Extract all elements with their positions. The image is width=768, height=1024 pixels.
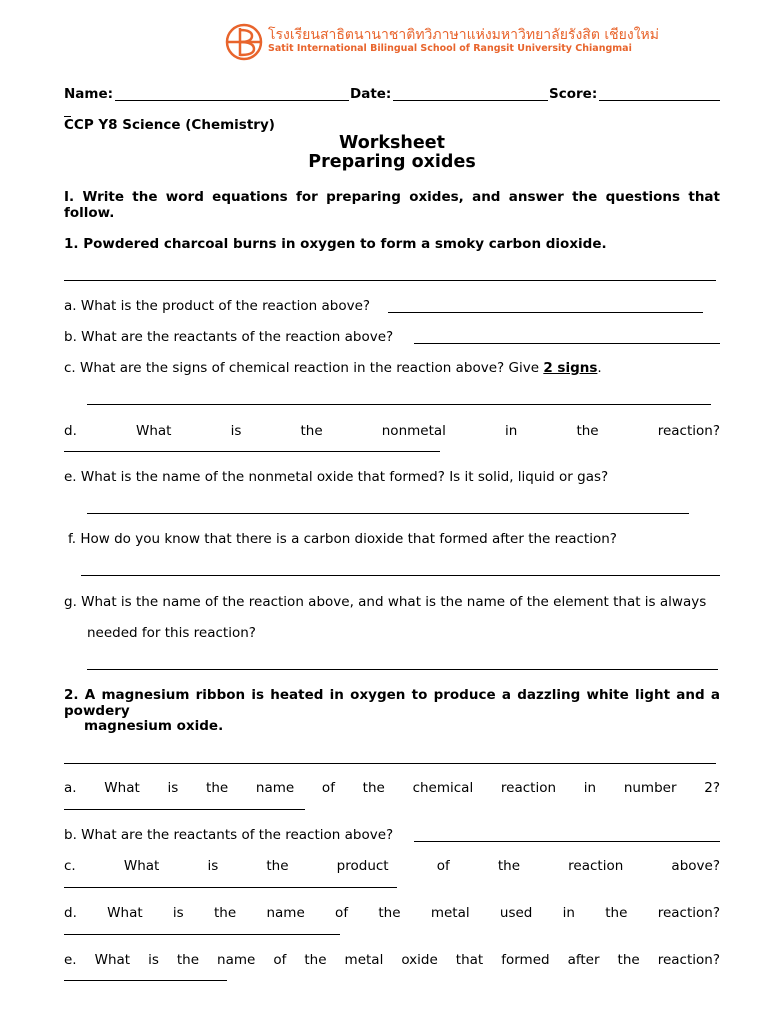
worksheet-subtitle: Preparing oxides [308, 152, 476, 172]
q1e-answer-line[interactable] [87, 513, 689, 514]
date-field[interactable] [393, 100, 548, 101]
q2d-text: d. What is the name of the metal used in the reaction? [64, 905, 720, 921]
q1c-emphasis: 2 signs [543, 360, 598, 376]
score-label: Score: [549, 86, 598, 102]
school-name-english: Satit International Bilingual School of Rangsit University Chiangmai [268, 43, 632, 54]
q1a-answer-line[interactable] [388, 312, 703, 313]
q2e-text: e. What is the name of the metal oxide that formed after the reaction? [64, 952, 720, 968]
q2a-answer-line[interactable] [64, 809, 305, 810]
q1e-text: e. What is the name of the nonmetal oxide that formed? Is it solid, liquid or gas? [64, 469, 609, 485]
q2c-answer-line[interactable] [64, 887, 397, 888]
school-logo [224, 22, 264, 62]
q1g-text: g. What is the name of the reaction above, and what is the name of the element that is always [64, 594, 707, 610]
date-label: Date: [350, 86, 392, 102]
instructions: I. Write the word equations for preparing oxides, and answer the questions that follow. [64, 189, 720, 221]
q2d-answer-line[interactable] [64, 934, 340, 935]
worksheet-title: Worksheet [339, 133, 445, 153]
q1d-text: d. What is the nonmetal in the reaction? [64, 423, 720, 439]
q1d-answer-line[interactable] [64, 451, 440, 452]
q2c-text: c. What is the product of the reaction above? [64, 858, 720, 874]
q1f-answer-line[interactable] [81, 575, 720, 576]
q2-heading: 2. A magnesium ribbon is heated in oxygen to produce a dazzling white light and a powdery [64, 687, 720, 719]
q1-answer-line[interactable] [64, 280, 716, 281]
course-title: CCP Y8 Science (Chemistry) [64, 117, 275, 133]
q1c-text [64, 360, 602, 376]
q2-answer-line[interactable] [64, 763, 716, 764]
q2e-answer-line[interactable] [64, 980, 227, 981]
q2a-text: a. What is the name of the chemical reaction in number 2? [64, 780, 720, 796]
school-name-thai: โรงเรียนสาธิตนานาชาติทวิภาษาแห่งมหาวิทยาลัยรังสิต เชียงใหม่ [268, 27, 659, 43]
name-label: Name: [64, 86, 114, 102]
q1b-text: b. What are the reactants of the reaction above? [64, 329, 394, 345]
q1g-answer-line[interactable] [87, 669, 718, 670]
q1f-text: f. How do you know that there is a carbon dioxide that formed after the reaction? [68, 531, 617, 547]
score-field[interactable] [599, 100, 720, 101]
q1c-answer-line[interactable] [87, 404, 711, 405]
q1-heading: 1. Powdered charcoal burns in oxygen to form a smoky carbon dioxide. [64, 236, 607, 252]
q2b-text: b. What are the reactants of the reaction above? [64, 827, 394, 843]
name-field[interactable] [115, 100, 349, 101]
q1c-text-main: c. What are the signs of chemical reaction in the reaction above? Give [64, 360, 544, 376]
q2-heading-cont: magnesium oxide. [84, 718, 224, 734]
q1b-answer-line[interactable] [414, 343, 720, 344]
q1g-text-cont: needed for this reaction? [87, 625, 256, 641]
q2b-answer-line[interactable] [414, 841, 720, 842]
q1a-text: a. What is the product of the reaction above? [64, 298, 371, 314]
q1c-period: . [597, 360, 602, 376]
